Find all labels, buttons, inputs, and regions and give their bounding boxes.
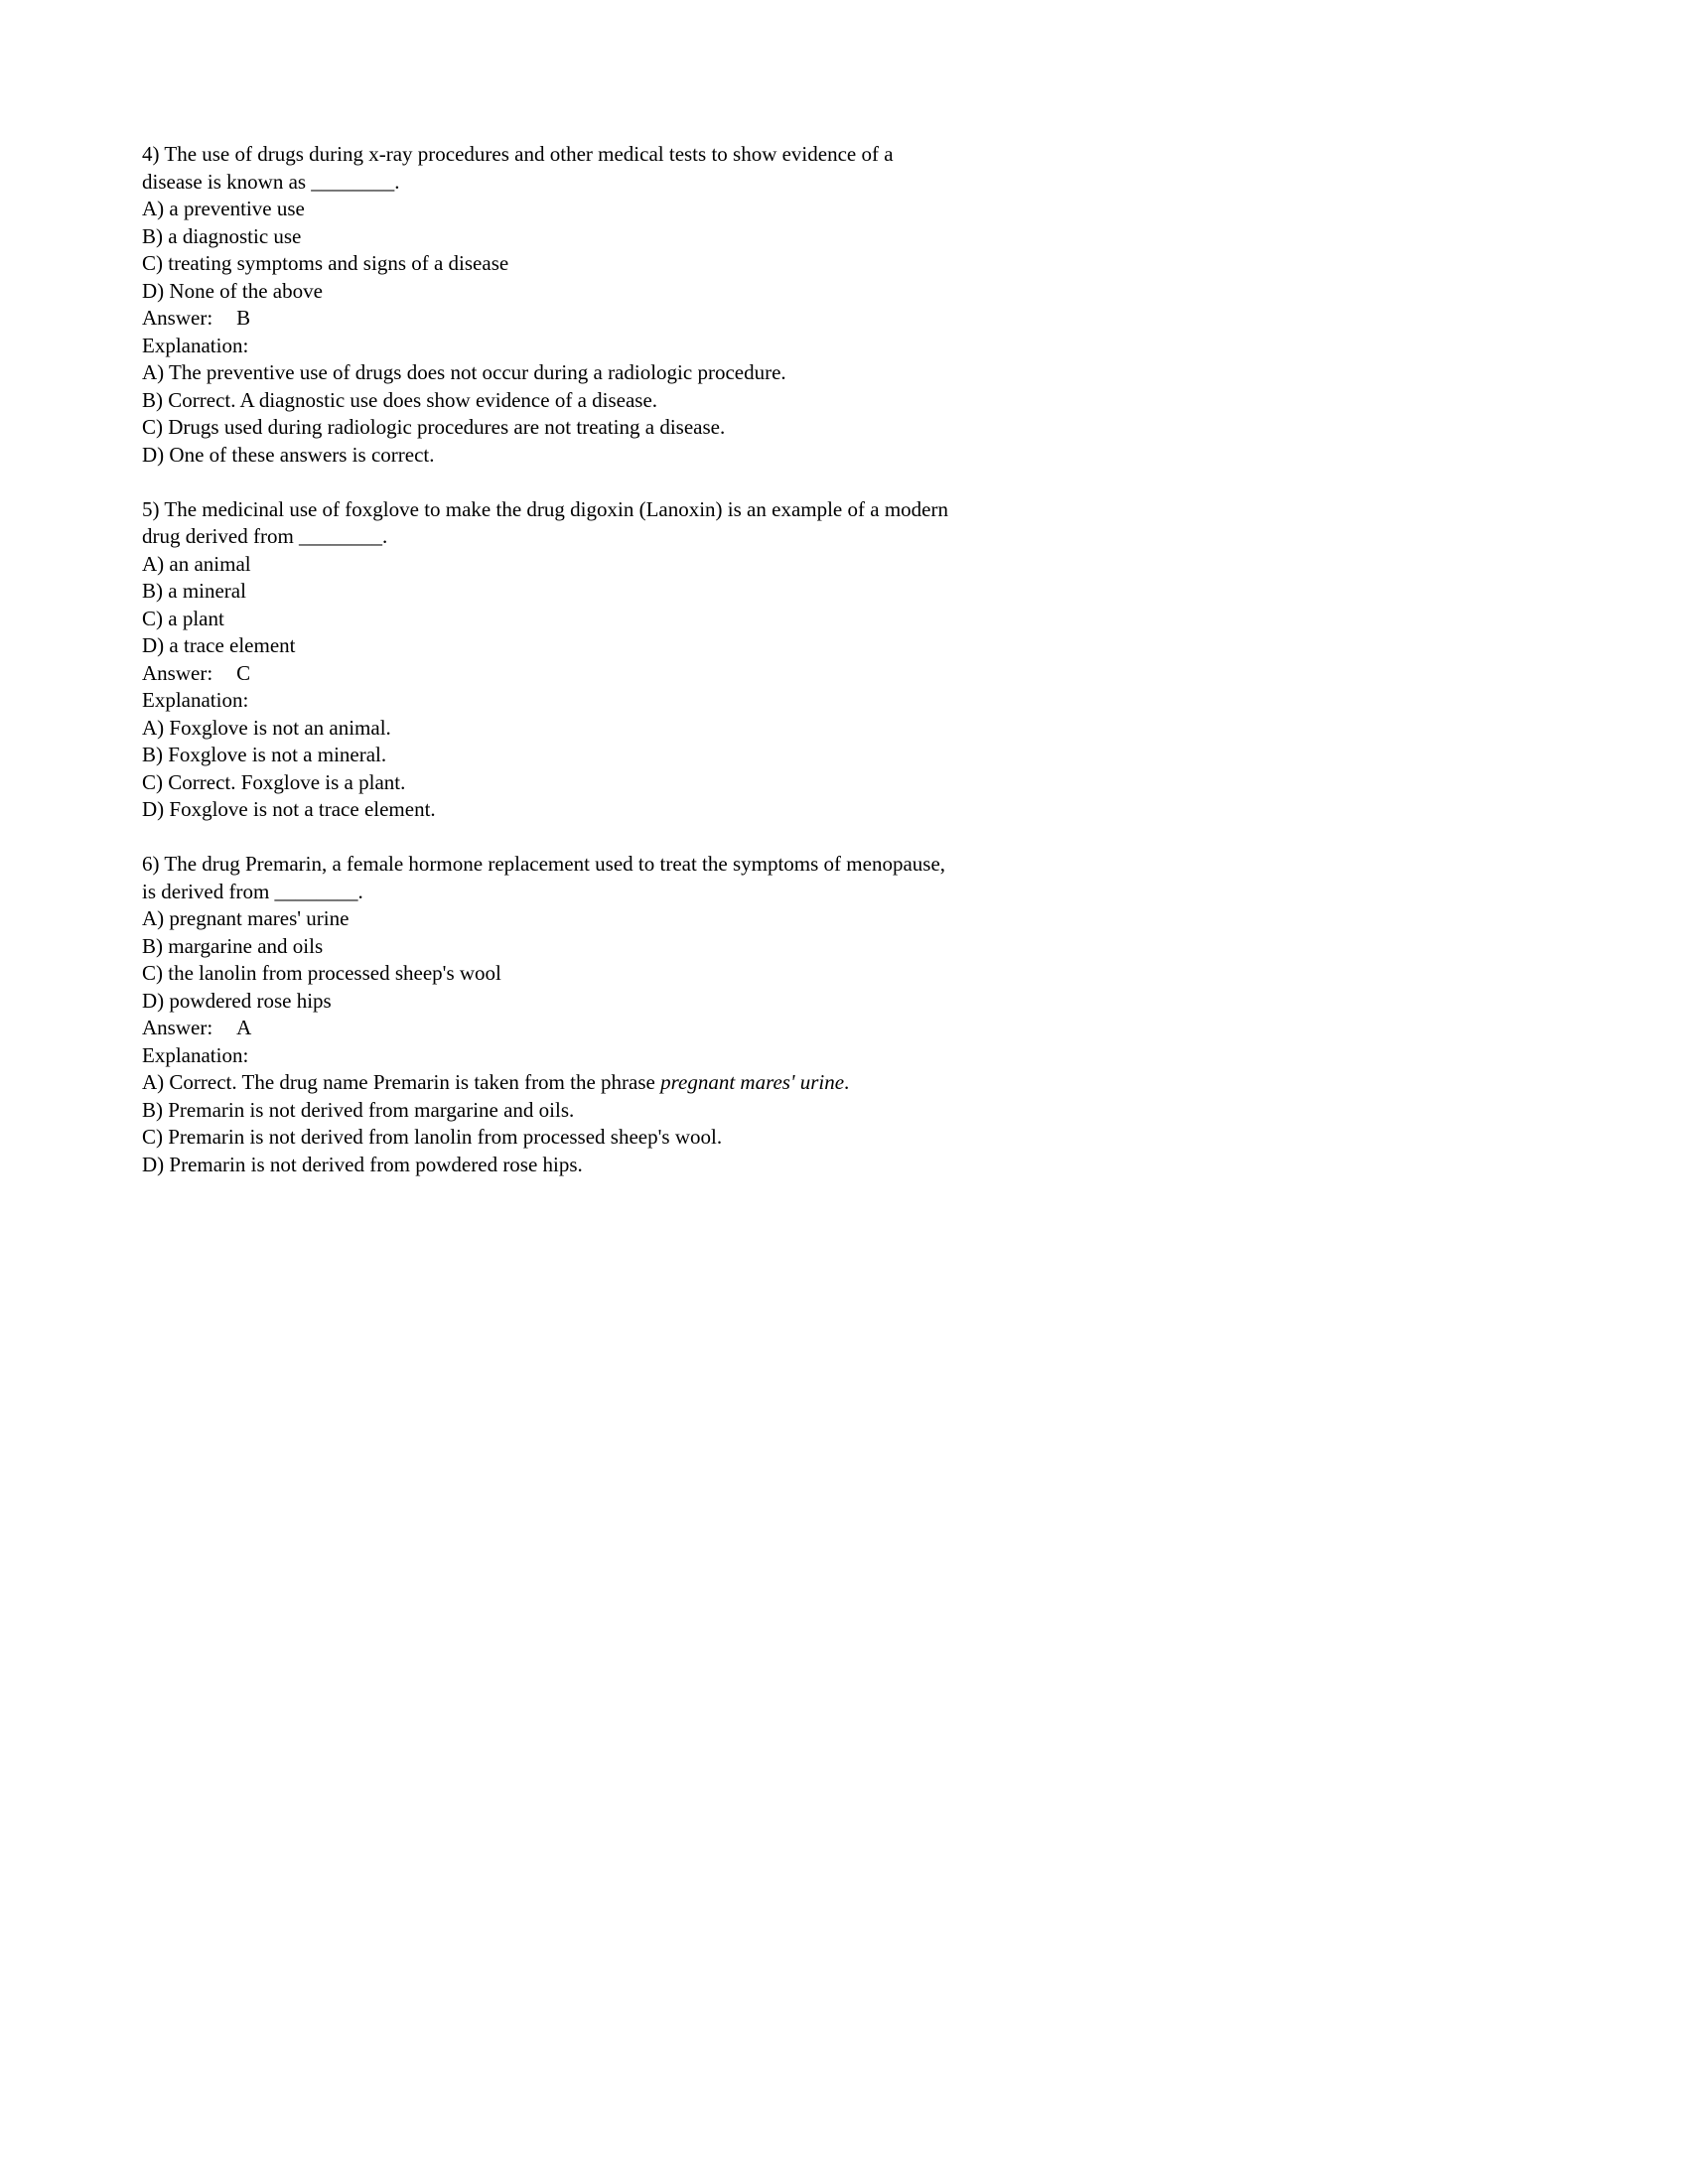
explanation-label: Explanation: xyxy=(142,333,249,357)
explanation-line: B) Correct. A diagnostic use does show evidence of a disease. xyxy=(142,387,658,412)
answer-option: D) a trace element xyxy=(142,633,296,657)
explanation-line: C) Drugs used during radiologic procedures are not treating a disease. xyxy=(142,415,726,439)
answer-line xyxy=(142,660,1532,688)
document-content xyxy=(142,141,1532,1206)
answer-option: B) margarine and oils xyxy=(142,933,324,958)
question-stem-line: 4) The use of drugs during x-ray procedures and other medical tests to show evidence of a xyxy=(142,142,894,166)
explanation-text: A) Correct. The drug name Premarin is taken from the phrase xyxy=(142,1070,661,1094)
answer-option: A) an animal xyxy=(142,551,251,576)
explanation-line: D) One of these answers is correct. xyxy=(142,442,435,467)
question-block-4 xyxy=(142,141,1532,469)
question-block-6 xyxy=(142,851,1532,1178)
answer-label: Answer: xyxy=(142,660,213,685)
question-stem-line: 6) The drug Premarin, a female hormone replacement used to treat the symptoms of menopause, xyxy=(142,852,946,876)
answer-option: B) a diagnostic use xyxy=(142,223,302,248)
explanation-line: A) Foxglove is not an animal. xyxy=(142,715,391,740)
answer-option: A) a preventive use xyxy=(142,197,305,220)
question-stem-line: is derived from ________. xyxy=(142,879,363,903)
explanation-line: B) Foxglove is not a mineral. xyxy=(142,743,387,766)
question-stem-line: 5) The medicinal use of foxglove to make the drug digoxin (Lanoxin) is an example of a modern xyxy=(142,496,948,521)
answer-value: B xyxy=(236,306,251,330)
answer-line xyxy=(142,305,1532,333)
answer-option: B) a mineral xyxy=(142,579,246,603)
explanation-italic-text: pregnant mares' urine xyxy=(660,1070,845,1094)
question-stem-line: disease is known as ________. xyxy=(142,169,400,194)
explanation-text: . xyxy=(844,1070,850,1094)
explanation-label: Explanation: xyxy=(142,688,249,712)
answer-label: Answer: xyxy=(142,1016,213,1039)
explanation-label: Explanation: xyxy=(142,1042,249,1067)
answer-option: A) pregnant mares' urine xyxy=(142,906,350,930)
explanation-line: B) Premarin is not derived from margarine and oils. xyxy=(142,1097,575,1122)
answer-option: C) a plant xyxy=(142,606,224,630)
answer-value: A xyxy=(236,1016,252,1039)
explanation-line xyxy=(142,1069,1532,1097)
question-stem-line: drug derived from ________. xyxy=(142,524,388,548)
answer-option: C) treating symptoms and signs of a disease xyxy=(142,251,509,275)
explanation-line: D) Premarin is not derived from powdered rose hips. xyxy=(142,1152,583,1176)
answer-value: C xyxy=(236,660,251,685)
explanation-line: D) Foxglove is not a trace element. xyxy=(142,797,436,821)
answer-option: C) the lanolin from processed sheep's wool xyxy=(142,961,501,985)
answer-option: D) powdered rose hips xyxy=(142,988,332,1013)
explanation-line: C) Premarin is not derived from lanolin from processed sheep's wool. xyxy=(142,1125,723,1149)
question-block-5 xyxy=(142,496,1532,824)
answer-line xyxy=(142,1015,1532,1042)
answer-option: D) None of the above xyxy=(142,278,323,303)
explanation-line: C) Correct. Foxglove is a plant. xyxy=(142,769,406,794)
answer-label: Answer: xyxy=(142,306,213,330)
explanation-line: A) The preventive use of drugs does not occur during a radiologic procedure. xyxy=(142,360,786,384)
